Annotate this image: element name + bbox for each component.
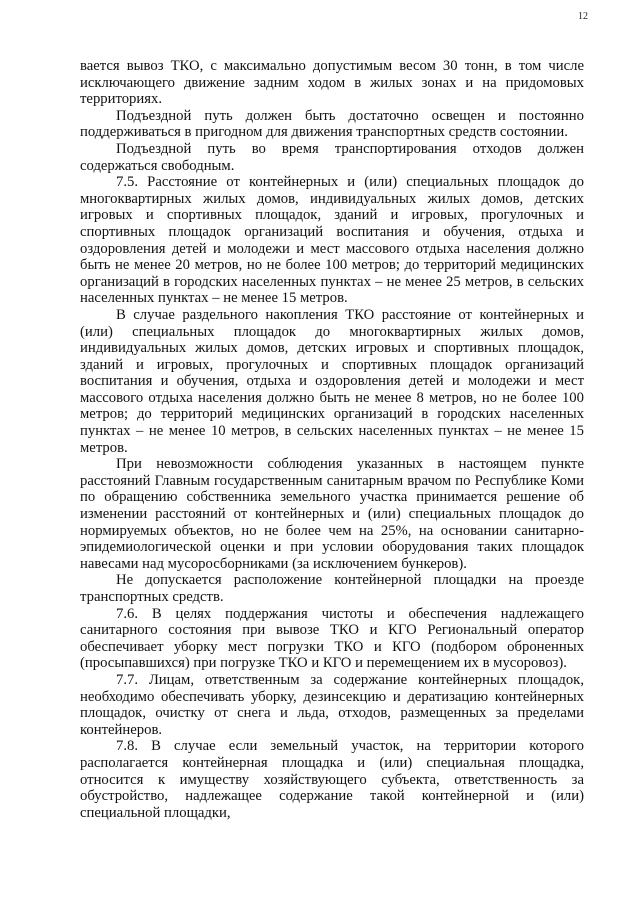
paragraph: Не допускается расположение контейнерной площадки на проезде транспортных средств. [80,572,584,605]
paragraph: При невозможности соблюдения указанных в настоящем пункте расстояний Главным государственным санитарным врачом по Республике Коми по обращению собственника земельного участка принимается решение об изменении расстояний от контейнерных и (или) специальных площадок до нормируемых объектов, но не более чем на 25%, на основании санитарно-эпидемиологической оценки и при условии оборудования таких площадок навесами над мусоросборниками (за исключением бункеров). [80,456,584,572]
document-body [80,58,584,821]
paragraph-clause-7-5: 7.5. Расстояние от контейнерных и (или) специальных площадок до многоквартирных жилых домов, индивидуальных жилых домов, детских игровых и спортивных площадок, зданий и игровых, прогулочных и спортивных площадок организаций воспитания и обучения, отдыха и оздоровления детей и молодежи и мест массового отдыха населения должно быть не менее 20 метров, но не более 100 метров; до территорий медицинских организаций в городских населенных пунктах – не менее 25 метров, в сельских населенных пунктах – не менее 15 метров. [80,174,584,307]
paragraph-clause-7-8: 7.8. В случае если земельный участок, на территории которого располагается контейнерная площадка и (или) специальная площадка, относится к имуществу хозяйствующего субъекта, ответственность за обустройство, надлежащее содержание такой контейнерной и (или) специальной площадки, [80,738,584,821]
paragraph-clause-7-6: 7.6. В целях поддержания чистоты и обеспечения надлежащего санитарного состояния при вывозе ТКО и КГО Региональный оператор обеспечивает уборку мест погрузки ТКО и КГО (подбором оброненных (просыпавшихся) при погрузке ТКО и КГО и перемещением их в мусоровоз). [80,605,584,672]
paragraph: Подъездной путь должен быть достаточно освещен и постоянно поддерживаться в пригодном для движения транспортных средств состоянии. [80,107,584,141]
page-number: 12 [578,11,588,22]
paragraph-clause-7-7: 7.7. Лицам, ответственным за содержание контейнерных площадок, необходимо обеспечивать уборку, дезинсекцию и дератизацию контейнерных площадок, очистку от снега и льда, отходов, размещенных за пределами контейнеров. [80,671,584,738]
paragraph: В случае раздельного накопления ТКО расстояние от контейнерных и (или) специальных площадок до многоквартирных жилых домов, индивидуальных жилых домов, детских игровых и спортивных площадок, зданий и игровых, прогулочных и спортивных площадок организаций воспитания и обучения, отдыха и оздоровления детей и молодежи и мест массового отдыха населения должно быть не менее 8 метров, но не более 100 метров; до территорий медицинских организаций в городских населенных пунктах – не менее 10 метров, в сельских населенных пунктах – не менее 15 метров. [80,306,584,456]
paragraph: Подъездной путь во время транспортирования отходов должен содержаться свободным. [80,140,584,174]
paragraph-continuation: вается вывоз ТКО, с максимально допустимым весом 30 тонн, в том числе исключающего движение задним ходом в жилых зонах и на придомовых территориях. [80,58,584,108]
